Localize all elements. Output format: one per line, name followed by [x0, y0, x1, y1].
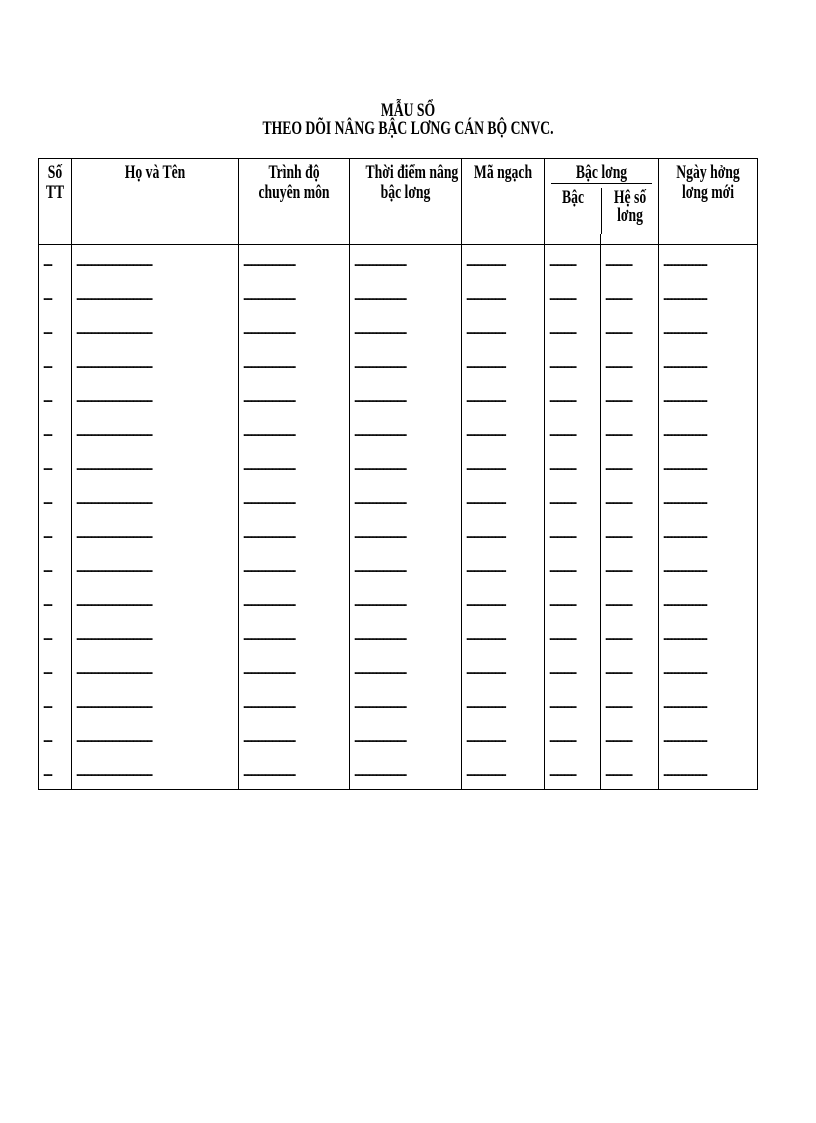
dotted-cell[interactable] — [350, 653, 462, 687]
dotted-placeholder: ...... — [43, 630, 52, 642]
dotted-cell[interactable] — [545, 415, 601, 449]
table-row — [39, 585, 758, 619]
dotted-cell[interactable] — [545, 585, 601, 619]
dotted-cell[interactable] — [601, 347, 659, 381]
table-row — [39, 551, 758, 585]
form-title: MẪU SỔ — [380, 100, 436, 121]
dotted-placeholder: ..................................... — [354, 256, 406, 268]
dotted-cell[interactable] — [239, 279, 350, 313]
dotted-placeholder: ............................ — [466, 460, 506, 472]
dotted-cell[interactable] — [601, 381, 659, 415]
dotted-cell[interactable] — [601, 687, 659, 721]
dotted-cell[interactable] — [462, 415, 545, 449]
dotted-placeholder: ................... — [549, 256, 576, 268]
dotted-placeholder: ................... — [549, 358, 576, 370]
dotted-cell[interactable] — [462, 619, 545, 653]
header-so-tt: Số TT — [39, 159, 72, 235]
dotted-placeholder: ............................... — [663, 664, 707, 676]
table-row — [39, 347, 758, 381]
dotted-cell[interactable] — [601, 279, 659, 313]
dotted-cell[interactable] — [239, 619, 350, 653]
dotted-cell[interactable] — [659, 279, 758, 313]
dotted-cell[interactable] — [659, 449, 758, 483]
dotted-placeholder: ................... — [605, 766, 632, 778]
dotted-placeholder: ............................ — [466, 494, 506, 506]
dotted-cell[interactable] — [545, 721, 601, 755]
dotted-placeholder: ................... — [549, 460, 576, 472]
dotted-placeholder: ...... — [43, 290, 52, 302]
dotted-cell[interactable] — [545, 279, 601, 313]
dotted-cell[interactable] — [350, 687, 462, 721]
dotted-cell[interactable] — [462, 551, 545, 585]
dotted-cell[interactable] — [659, 653, 758, 687]
dotted-cell[interactable] — [462, 755, 545, 790]
dotted-cell[interactable] — [462, 279, 545, 313]
dotted-cell[interactable] — [659, 755, 758, 790]
dotted-placeholder: ................... — [549, 392, 576, 404]
dotted-cell[interactable] — [545, 313, 601, 347]
dotted-cell[interactable] — [545, 483, 601, 517]
table-row — [39, 687, 758, 721]
dotted-placeholder: ...................................................... — [76, 528, 152, 540]
header-bac: Bậc — [545, 188, 602, 234]
dotted-cell[interactable] — [239, 653, 350, 687]
dotted-placeholder: ................... — [549, 426, 576, 438]
dotted-placeholder: ..................................... — [243, 392, 295, 404]
dotted-placeholder: ..................................... — [354, 528, 406, 540]
dotted-placeholder: ............................ — [466, 528, 506, 540]
dotted-placeholder: ............................... — [663, 596, 707, 608]
dotted-cell[interactable] — [72, 381, 239, 415]
dotted-cell[interactable] — [72, 415, 239, 449]
dotted-placeholder: ...................................................... — [76, 630, 152, 642]
dotted-cell[interactable] — [350, 517, 462, 551]
dotted-placeholder: ................... — [605, 664, 632, 676]
dotted-cell[interactable] — [72, 755, 239, 790]
table-row — [39, 653, 758, 687]
dotted-cell[interactable] — [659, 585, 758, 619]
table-row — [39, 619, 758, 653]
dotted-cell[interactable] — [72, 653, 239, 687]
header-bac-luong: Bậc lơng — [575, 162, 628, 183]
dotted-cell[interactable] — [239, 755, 350, 790]
header-thoi-diem: Thời điểm nâng bậc lơng — [350, 159, 462, 235]
dotted-placeholder: ..................................... — [354, 630, 406, 642]
dotted-placeholder: ..................................... — [243, 698, 295, 710]
dotted-cell[interactable] — [39, 449, 72, 483]
header-he-so: Hệ số lơng — [613, 187, 647, 226]
dotted-placeholder: ............................ — [466, 664, 506, 676]
dotted-placeholder: ...................................................... — [76, 324, 152, 336]
table-row — [39, 483, 758, 517]
dotted-placeholder: ................... — [605, 392, 632, 404]
dotted-cell[interactable] — [545, 653, 601, 687]
dotted-cell[interactable] — [659, 483, 758, 517]
dotted-cell[interactable] — [39, 245, 72, 280]
dotted-cell[interactable] — [39, 517, 72, 551]
dotted-cell[interactable] — [39, 381, 72, 415]
dotted-cell[interactable] — [659, 687, 758, 721]
dotted-placeholder: ............................ — [466, 630, 506, 642]
dotted-placeholder: ...... — [43, 732, 52, 744]
dotted-cell[interactable] — [601, 653, 659, 687]
dotted-placeholder: ............................ — [466, 698, 506, 710]
dotted-cell[interactable] — [39, 415, 72, 449]
dotted-placeholder: ............................... — [663, 460, 707, 472]
dotted-placeholder: ..................................... — [354, 562, 406, 574]
dotted-cell[interactable] — [462, 585, 545, 619]
dotted-cell[interactable] — [462, 449, 545, 483]
dotted-placeholder: ............................... — [663, 290, 707, 302]
dotted-placeholder: ................... — [549, 698, 576, 710]
dotted-placeholder: ..................................... — [354, 494, 406, 506]
dotted-cell[interactable] — [350, 619, 462, 653]
dotted-placeholder: ............................ — [466, 290, 506, 302]
dotted-cell[interactable] — [39, 279, 72, 313]
dotted-placeholder: ............................... — [663, 528, 707, 540]
dotted-placeholder: ...... — [43, 392, 52, 404]
dotted-placeholder: ................... — [549, 732, 576, 744]
dotted-placeholder: ...... — [43, 664, 52, 676]
dotted-cell[interactable] — [72, 721, 239, 755]
dotted-placeholder: ..................................... — [243, 766, 295, 778]
dotted-cell[interactable] — [659, 381, 758, 415]
dotted-cell[interactable] — [659, 313, 758, 347]
salary-raise-table — [38, 158, 758, 790]
dotted-cell[interactable] — [350, 551, 462, 585]
dotted-placeholder: ............................ — [466, 732, 506, 744]
dotted-cell[interactable] — [601, 449, 659, 483]
dotted-cell[interactable] — [239, 483, 350, 517]
dotted-cell[interactable] — [462, 347, 545, 381]
dotted-cell[interactable] — [601, 585, 659, 619]
dotted-placeholder: ..................................... — [354, 324, 406, 336]
dotted-cell[interactable] — [239, 551, 350, 585]
dotted-placeholder: ................... — [605, 460, 632, 472]
dotted-placeholder: ................... — [549, 596, 576, 608]
dotted-placeholder: ............................... — [663, 256, 707, 268]
dotted-placeholder: ...................................................... — [76, 766, 152, 778]
dotted-placeholder: ..................................... — [354, 698, 406, 710]
dotted-placeholder: ..................................... — [243, 494, 295, 506]
dotted-placeholder: ............................... — [663, 392, 707, 404]
dotted-cell[interactable] — [545, 517, 601, 551]
dotted-cell[interactable] — [350, 415, 462, 449]
dotted-cell[interactable] — [601, 755, 659, 790]
dotted-cell[interactable] — [462, 653, 545, 687]
dotted-cell[interactable] — [72, 551, 239, 585]
dotted-placeholder: ...................................................... — [76, 698, 152, 710]
dotted-placeholder: ................... — [549, 290, 576, 302]
table-row — [39, 755, 758, 790]
dotted-placeholder: ..................................... — [354, 358, 406, 370]
dotted-cell[interactable] — [239, 381, 350, 415]
dotted-placeholder: ...................................................... — [76, 256, 152, 268]
dotted-cell[interactable] — [239, 347, 350, 381]
dotted-placeholder: ..................................... — [243, 324, 295, 336]
dotted-placeholder: ................... — [549, 562, 576, 574]
dotted-placeholder: ...... — [43, 562, 52, 574]
dotted-placeholder: ............................ — [466, 766, 506, 778]
dotted-cell[interactable] — [545, 619, 601, 653]
dotted-cell[interactable] — [462, 517, 545, 551]
dotted-cell[interactable] — [350, 279, 462, 313]
table-row — [39, 415, 758, 449]
table-row — [39, 381, 758, 415]
dotted-cell[interactable] — [350, 449, 462, 483]
dotted-placeholder: ...................................................... — [76, 494, 152, 506]
dotted-cell[interactable] — [39, 483, 72, 517]
dotted-cell[interactable] — [462, 313, 545, 347]
dotted-cell[interactable] — [659, 619, 758, 653]
dotted-placeholder: ...................................................... — [76, 732, 152, 744]
dotted-cell[interactable] — [350, 381, 462, 415]
dotted-cell[interactable] — [659, 721, 758, 755]
header-trinh-do: Trình độ chuyên môn — [239, 159, 350, 235]
dotted-cell[interactable] — [462, 245, 545, 280]
dotted-cell[interactable] — [659, 245, 758, 280]
dotted-cell[interactable] — [72, 483, 239, 517]
dotted-cell[interactable] — [659, 415, 758, 449]
dotted-placeholder: ...................................................... — [76, 596, 152, 608]
dotted-placeholder: ..................................... — [354, 426, 406, 438]
dotted-cell[interactable] — [72, 245, 239, 280]
dotted-cell[interactable] — [350, 313, 462, 347]
dotted-placeholder: ................... — [605, 290, 632, 302]
dotted-cell[interactable] — [601, 415, 659, 449]
dotted-placeholder: ..................................... — [243, 596, 295, 608]
dotted-placeholder: ..................................... — [354, 290, 406, 302]
dotted-placeholder: ............................ — [466, 426, 506, 438]
dotted-cell[interactable] — [72, 449, 239, 483]
dotted-cell[interactable] — [601, 619, 659, 653]
dotted-placeholder: ...................................................... — [76, 664, 152, 676]
dotted-placeholder: ................... — [605, 358, 632, 370]
header-ngay-huong: Ngày hởng lơng mới — [659, 159, 758, 235]
dotted-placeholder: ..................................... — [243, 460, 295, 472]
dotted-cell[interactable] — [239, 245, 350, 280]
dotted-cell[interactable] — [72, 347, 239, 381]
dotted-cell[interactable] — [239, 585, 350, 619]
table-body — [39, 245, 758, 790]
dotted-placeholder: ...................................................... — [76, 290, 152, 302]
dotted-placeholder: ..................................... — [243, 426, 295, 438]
dotted-placeholder: ..................................... — [354, 460, 406, 472]
dotted-placeholder: ............................... — [663, 494, 707, 506]
dotted-placeholder: ............................... — [663, 732, 707, 744]
dotted-cell[interactable] — [462, 687, 545, 721]
dotted-cell[interactable] — [39, 687, 72, 721]
dotted-cell[interactable] — [239, 517, 350, 551]
dotted-cell[interactable] — [39, 585, 72, 619]
dotted-placeholder: ...... — [43, 698, 52, 710]
dotted-placeholder: ............................ — [466, 256, 506, 268]
dotted-cell[interactable] — [39, 619, 72, 653]
dotted-placeholder: ..................................... — [243, 528, 295, 540]
dotted-placeholder: ................... — [549, 494, 576, 506]
dotted-placeholder: ................... — [605, 324, 632, 336]
dotted-cell[interactable] — [239, 313, 350, 347]
dotted-placeholder: ................... — [605, 732, 632, 744]
dotted-placeholder: ..................................... — [243, 664, 295, 676]
dotted-cell[interactable] — [462, 483, 545, 517]
dotted-cell[interactable] — [39, 755, 72, 790]
dotted-placeholder: ..................................... — [354, 392, 406, 404]
dotted-cell[interactable] — [545, 687, 601, 721]
dotted-placeholder: ................... — [549, 528, 576, 540]
dotted-placeholder: ..................................... — [243, 562, 295, 574]
dotted-placeholder: ............................ — [466, 392, 506, 404]
dotted-placeholder: ................... — [605, 256, 632, 268]
dotted-placeholder: ................... — [605, 426, 632, 438]
dotted-cell[interactable] — [350, 347, 462, 381]
dotted-placeholder: ................... — [605, 698, 632, 710]
table-row — [39, 721, 758, 755]
dotted-placeholder: ...................................................... — [76, 426, 152, 438]
dotted-cell[interactable] — [601, 313, 659, 347]
dotted-cell[interactable] — [350, 585, 462, 619]
dotted-placeholder: ..................................... — [354, 766, 406, 778]
dotted-cell[interactable] — [239, 415, 350, 449]
dotted-cell[interactable] — [239, 449, 350, 483]
dotted-placeholder: ...... — [43, 494, 52, 506]
dotted-cell[interactable] — [601, 517, 659, 551]
dotted-placeholder: ................... — [549, 766, 576, 778]
dotted-cell[interactable] — [545, 755, 601, 790]
dotted-cell[interactable] — [239, 687, 350, 721]
dotted-cell[interactable] — [72, 619, 239, 653]
header-ma-ngach: Mã ngạch — [462, 159, 545, 235]
dotted-cell[interactable] — [659, 517, 758, 551]
dotted-cell[interactable] — [72, 687, 239, 721]
dotted-cell[interactable] — [39, 313, 72, 347]
dotted-cell[interactable] — [39, 347, 72, 381]
dotted-placeholder: ...................................................... — [76, 358, 152, 370]
dotted-placeholder: ................... — [605, 562, 632, 574]
dotted-placeholder: ............................... — [663, 630, 707, 642]
dotted-cell[interactable] — [659, 347, 758, 381]
dotted-cell[interactable] — [545, 347, 601, 381]
dotted-cell[interactable] — [601, 551, 659, 585]
dotted-placeholder: ...................................................... — [76, 460, 152, 472]
dotted-placeholder: ............................... — [663, 426, 707, 438]
dotted-placeholder: ............................... — [663, 698, 707, 710]
dotted-cell[interactable] — [72, 279, 239, 313]
dotted-cell[interactable] — [239, 721, 350, 755]
dotted-cell[interactable] — [350, 245, 462, 280]
dotted-placeholder: ...... — [43, 324, 52, 336]
header-ho-ten: Họ và Tên — [72, 159, 239, 235]
dotted-placeholder: ............................... — [663, 766, 707, 778]
dotted-cell[interactable] — [601, 721, 659, 755]
dotted-placeholder: ..................................... — [243, 290, 295, 302]
dotted-placeholder: ............................ — [466, 358, 506, 370]
dotted-placeholder: ...... — [43, 256, 52, 268]
dotted-placeholder: ............................ — [466, 596, 506, 608]
dotted-placeholder: ...... — [43, 528, 52, 540]
table-row — [39, 279, 758, 313]
table-row — [39, 313, 758, 347]
dotted-cell[interactable] — [545, 381, 601, 415]
dotted-placeholder: ................... — [549, 324, 576, 336]
dotted-placeholder: ................... — [605, 494, 632, 506]
dotted-cell[interactable] — [545, 449, 601, 483]
dotted-placeholder: ..................................... — [243, 732, 295, 744]
dotted-placeholder: ............................ — [466, 562, 506, 574]
dotted-cell[interactable] — [72, 517, 239, 551]
dotted-placeholder: ................... — [605, 630, 632, 642]
dotted-placeholder: ...... — [43, 358, 52, 370]
dotted-cell[interactable] — [39, 721, 72, 755]
dotted-placeholder: ...... — [43, 426, 52, 438]
header-bac-luong-group — [545, 159, 659, 235]
dotted-cell[interactable] — [462, 721, 545, 755]
dotted-cell[interactable] — [350, 755, 462, 790]
dotted-placeholder: ...................................................... — [76, 392, 152, 404]
dotted-placeholder: ................... — [549, 630, 576, 642]
dotted-placeholder: ................... — [549, 664, 576, 676]
dotted-placeholder: ................... — [605, 596, 632, 608]
dotted-cell[interactable] — [545, 245, 601, 280]
dotted-placeholder: ...... — [43, 596, 52, 608]
dotted-cell[interactable] — [72, 585, 239, 619]
table-row — [39, 245, 758, 280]
dotted-cell[interactable] — [350, 483, 462, 517]
dotted-placeholder: ..................................... — [354, 732, 406, 744]
dotted-cell[interactable] — [350, 721, 462, 755]
dotted-cell[interactable] — [601, 245, 659, 280]
dotted-cell[interactable] — [39, 653, 72, 687]
dotted-placeholder: ..................................... — [354, 596, 406, 608]
dotted-cell[interactable] — [39, 551, 72, 585]
dotted-placeholder: ...... — [43, 766, 52, 778]
dotted-placeholder: ............................ — [466, 324, 506, 336]
dotted-placeholder: ............................... — [663, 562, 707, 574]
dotted-placeholder: ..................................... — [243, 630, 295, 642]
dotted-placeholder: ..................................... — [354, 664, 406, 676]
dotted-cell[interactable] — [601, 483, 659, 517]
dotted-cell[interactable] — [462, 381, 545, 415]
dotted-placeholder: ............................... — [663, 358, 707, 370]
dotted-placeholder: ..................................... — [243, 358, 295, 370]
table-row — [39, 449, 758, 483]
dotted-cell[interactable] — [659, 551, 758, 585]
dotted-placeholder: ................... — [605, 528, 632, 540]
dotted-placeholder: ..................................... — [243, 256, 295, 268]
dotted-placeholder: ...... — [43, 460, 52, 472]
dotted-placeholder: ...................................................... — [76, 562, 152, 574]
dotted-placeholder: ............................... — [663, 324, 707, 336]
table-row — [39, 517, 758, 551]
dotted-cell[interactable] — [72, 313, 239, 347]
form-subtitle: THEO DÕI NÂNG BẬC LƠNG CÁN BỘ CNVC. — [262, 118, 554, 139]
dotted-cell[interactable] — [545, 551, 601, 585]
